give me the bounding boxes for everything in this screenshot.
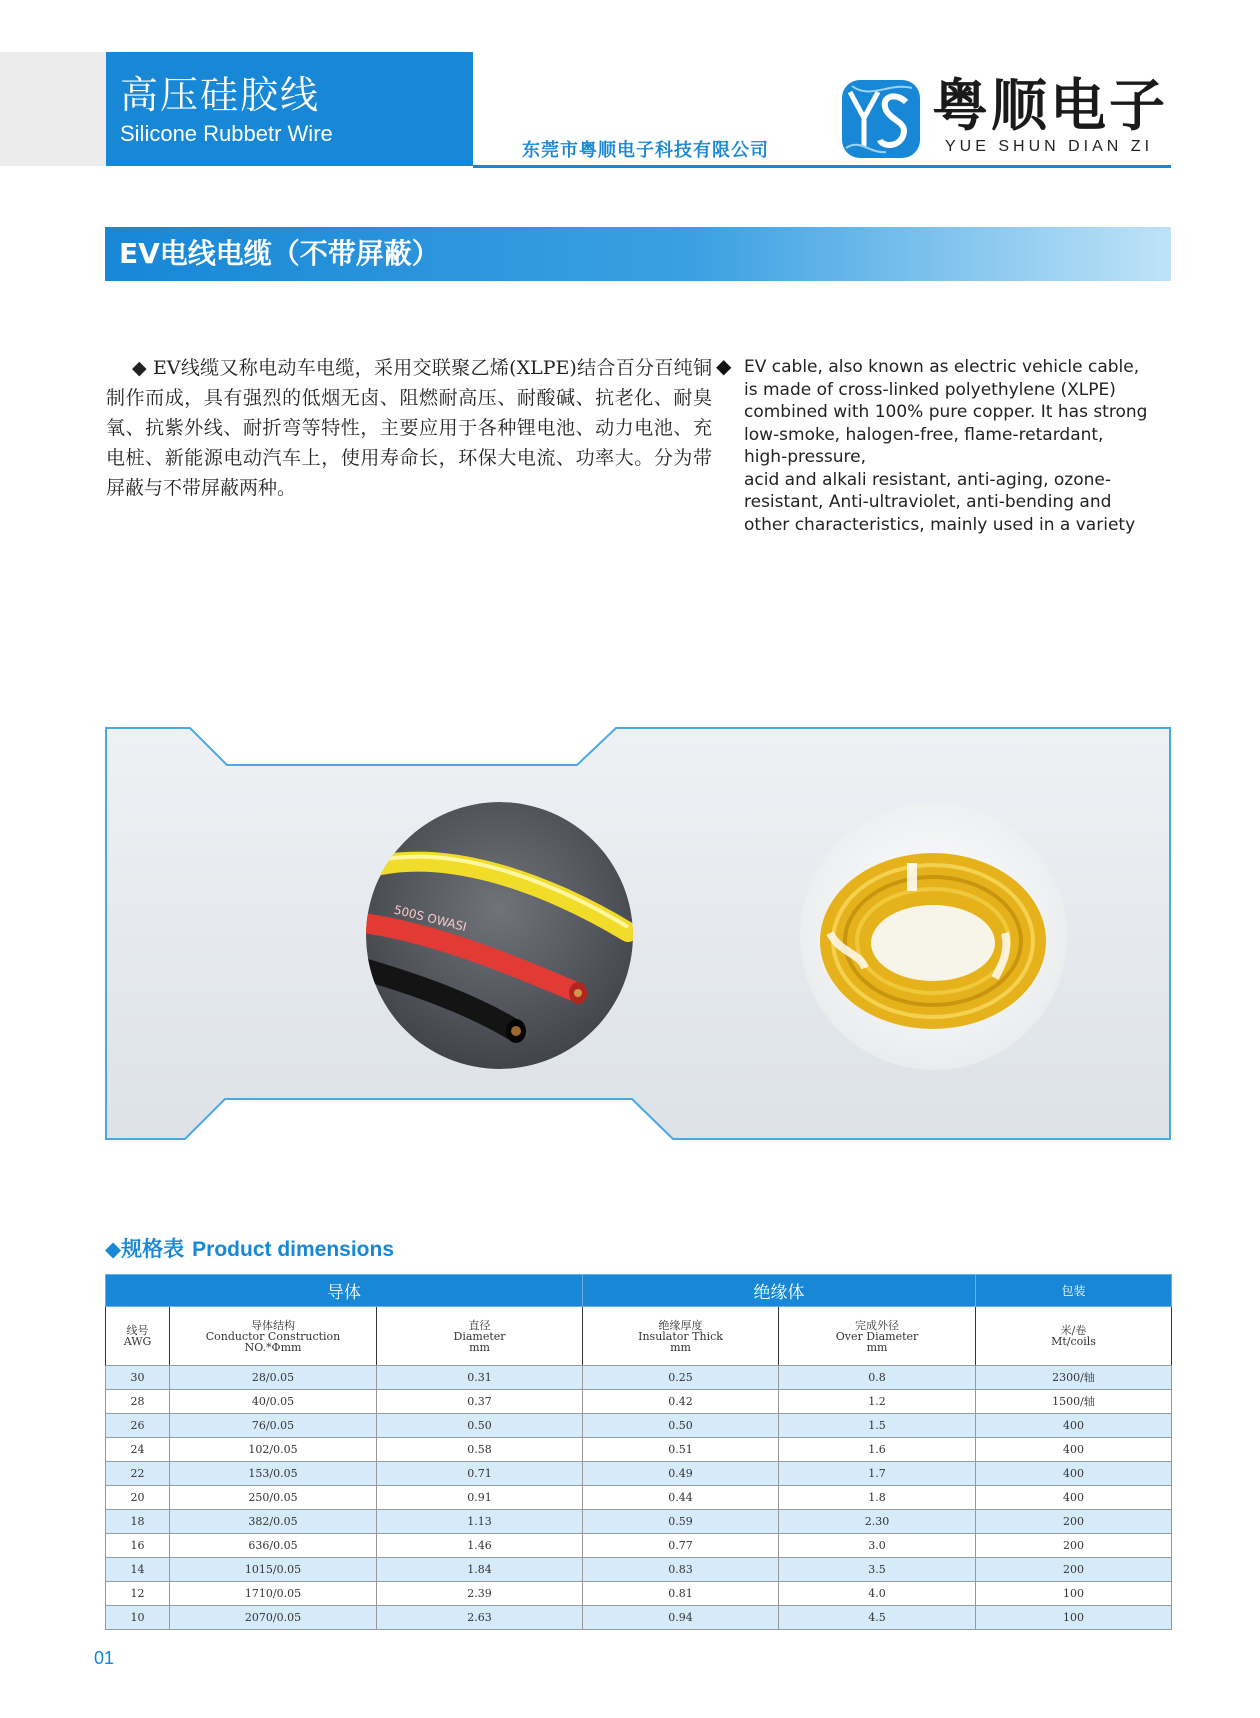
cell: 1500/轴	[976, 1390, 1172, 1414]
cell: 1.2	[779, 1390, 976, 1414]
cell: 0.31	[377, 1366, 583, 1390]
cell: 400	[976, 1414, 1172, 1438]
cell: 100	[976, 1582, 1172, 1606]
cell: 0.94	[583, 1606, 779, 1630]
table-row	[106, 1582, 1172, 1606]
intro-paragraph-cn	[106, 353, 712, 503]
cell: 4.0	[779, 1582, 976, 1606]
cell: 0.8	[779, 1366, 976, 1390]
cell: 0.81	[583, 1582, 779, 1606]
cell: 2.30	[779, 1510, 976, 1534]
cell: 10	[106, 1606, 170, 1630]
table-row	[106, 1366, 1172, 1390]
cell: 0.44	[583, 1486, 779, 1510]
cell: 3.0	[779, 1534, 976, 1558]
cell: 0.25	[583, 1366, 779, 1390]
cell: 1.13	[377, 1510, 583, 1534]
page-title-cn: 高压硅胶线	[120, 73, 321, 117]
cell: 400	[976, 1438, 1172, 1462]
table-row	[106, 1438, 1172, 1462]
brand-name-en: YUE SHUN DIAN ZI	[945, 138, 1154, 155]
cell: 20	[106, 1486, 170, 1510]
cell: 12	[106, 1582, 170, 1606]
group-header-conductor: 导体	[106, 1275, 583, 1307]
spec-table-title	[105, 1233, 394, 1263]
col-header-insulator-thick: 绝缘厚度 Insulator Thick mm	[583, 1307, 779, 1366]
cell: 250/0.05	[170, 1486, 377, 1510]
cell: 16	[106, 1534, 170, 1558]
col-header-over-diameter: 完成外径 Over Diameter mm	[779, 1307, 976, 1366]
cell: 28	[106, 1390, 170, 1414]
page-title-en: Silicone Rubbetr Wire	[120, 121, 333, 146]
cell: 2070/0.05	[170, 1606, 377, 1630]
table-row	[106, 1558, 1172, 1582]
company-name: 东莞市粤顺电子科技有限公司	[522, 140, 769, 161]
cell: 102/0.05	[170, 1438, 377, 1462]
cell: 1.84	[377, 1558, 583, 1582]
spec-title-cn: ◆规格表	[105, 1237, 185, 1261]
cell: 3.5	[779, 1558, 976, 1582]
col-header-diameter: 直径 Diameter mm	[377, 1307, 583, 1366]
cell: 1.8	[779, 1486, 976, 1510]
cell: 0.59	[583, 1510, 779, 1534]
section-title: EV电线电缆（不带屏蔽）	[119, 237, 440, 270]
cell: 2.39	[377, 1582, 583, 1606]
col-header-coils: 米/卷 Mt/coils	[976, 1307, 1172, 1366]
cell: 200	[976, 1558, 1172, 1582]
table-row	[106, 1534, 1172, 1558]
cell: 76/0.05	[170, 1414, 377, 1438]
spec-title-en: Product dimensions	[192, 1238, 395, 1261]
cell: 0.50	[377, 1414, 583, 1438]
cell: 24	[106, 1438, 170, 1462]
page-number: 01	[94, 1648, 115, 1668]
cell: 0.83	[583, 1558, 779, 1582]
cell: 382/0.05	[170, 1510, 377, 1534]
cell: 400	[976, 1486, 1172, 1510]
cell: 1.6	[779, 1438, 976, 1462]
cell: 200	[976, 1510, 1172, 1534]
cell: 0.58	[377, 1438, 583, 1462]
cell: 400	[976, 1462, 1172, 1486]
cell: 26	[106, 1414, 170, 1438]
ys-logo-icon	[840, 78, 922, 160]
cell: 0.71	[377, 1462, 583, 1486]
cell: 0.50	[583, 1414, 779, 1438]
group-header-packing: 包装	[976, 1275, 1172, 1307]
cell: 1015/0.05	[170, 1558, 377, 1582]
intro-paragraph-en: EV cable, also known as electric vehicle cable, is made of cross-linked polyethylene (XLPE) combined with 100% pure copper. It has strong low-smoke, halogen-free, flame-retardant, high-pressure, acid and alkali resistant, anti-aging, ozone- resistant, Anti-ultraviolet, anti-bending and other characteristics, mainly used in a variety	[744, 357, 1148, 535]
cable-print-text: 500S OWASI	[392, 902, 469, 935]
cell: 0.49	[583, 1462, 779, 1486]
cable-coil-photo-right	[800, 803, 1067, 1070]
cell: 1710/0.05	[170, 1582, 377, 1606]
table-row	[106, 1414, 1172, 1438]
header-divider	[473, 165, 1171, 168]
cell: 0.91	[377, 1486, 583, 1510]
cell: 2.63	[377, 1606, 583, 1630]
cell: 1.7	[779, 1462, 976, 1486]
spec-table-body	[106, 1366, 1172, 1630]
spec-table	[105, 1274, 1172, 1630]
cell: 28/0.05	[170, 1366, 377, 1390]
cell: 0.42	[583, 1390, 779, 1414]
cable-photo-left	[366, 802, 633, 1069]
cell: 0.77	[583, 1534, 779, 1558]
table-row	[106, 1510, 1172, 1534]
bullet-diamond-icon: ◆	[132, 357, 147, 379]
cell: 1.46	[377, 1534, 583, 1558]
cell: 0.37	[377, 1390, 583, 1414]
header-grey-tab	[0, 52, 106, 166]
cell: 100	[976, 1606, 1172, 1630]
intro-text-cn: EV线缆又称电动车电缆，采用交联聚乙烯(XLPE)结合百分百纯铜制作而成，具有强烈的低烟无卤、阻燃耐高压、耐酸碱、抗老化、耐臭氧、抗紫外线、耐折弯等特性，主要应用于各种锂电池、动力电池、充电桩、新能源电动汽车上，使用寿命长，环保大电流、功率大。分为带屏蔽与不带屏蔽两种。	[106, 357, 712, 499]
table-row	[106, 1390, 1172, 1414]
cell: 200	[976, 1534, 1172, 1558]
table-row	[106, 1486, 1172, 1510]
cell: 2300/轴	[976, 1366, 1172, 1390]
brand-name-cn: 粤顺电子	[932, 74, 1168, 139]
col-header-awg: 线号 AWG	[106, 1307, 170, 1366]
table-row	[106, 1462, 1172, 1486]
cell: 22	[106, 1462, 170, 1486]
bullet-diamond-icon: ◆	[716, 354, 732, 378]
section-title-bar	[105, 227, 1171, 281]
cell: 30	[106, 1366, 170, 1390]
col-header-construction: 导体结构 Conductor Construction NO.*Φmm	[170, 1307, 377, 1366]
table-row	[106, 1606, 1172, 1630]
cell: 18	[106, 1510, 170, 1534]
cell: 636/0.05	[170, 1534, 377, 1558]
cell: 4.5	[779, 1606, 976, 1630]
header-title-block	[106, 52, 473, 166]
cell: 0.51	[583, 1438, 779, 1462]
cell: 40/0.05	[170, 1390, 377, 1414]
cell: 14	[106, 1558, 170, 1582]
cell: 153/0.05	[170, 1462, 377, 1486]
cell: 1.5	[779, 1414, 976, 1438]
group-header-insulator: 绝缘体	[583, 1275, 976, 1307]
